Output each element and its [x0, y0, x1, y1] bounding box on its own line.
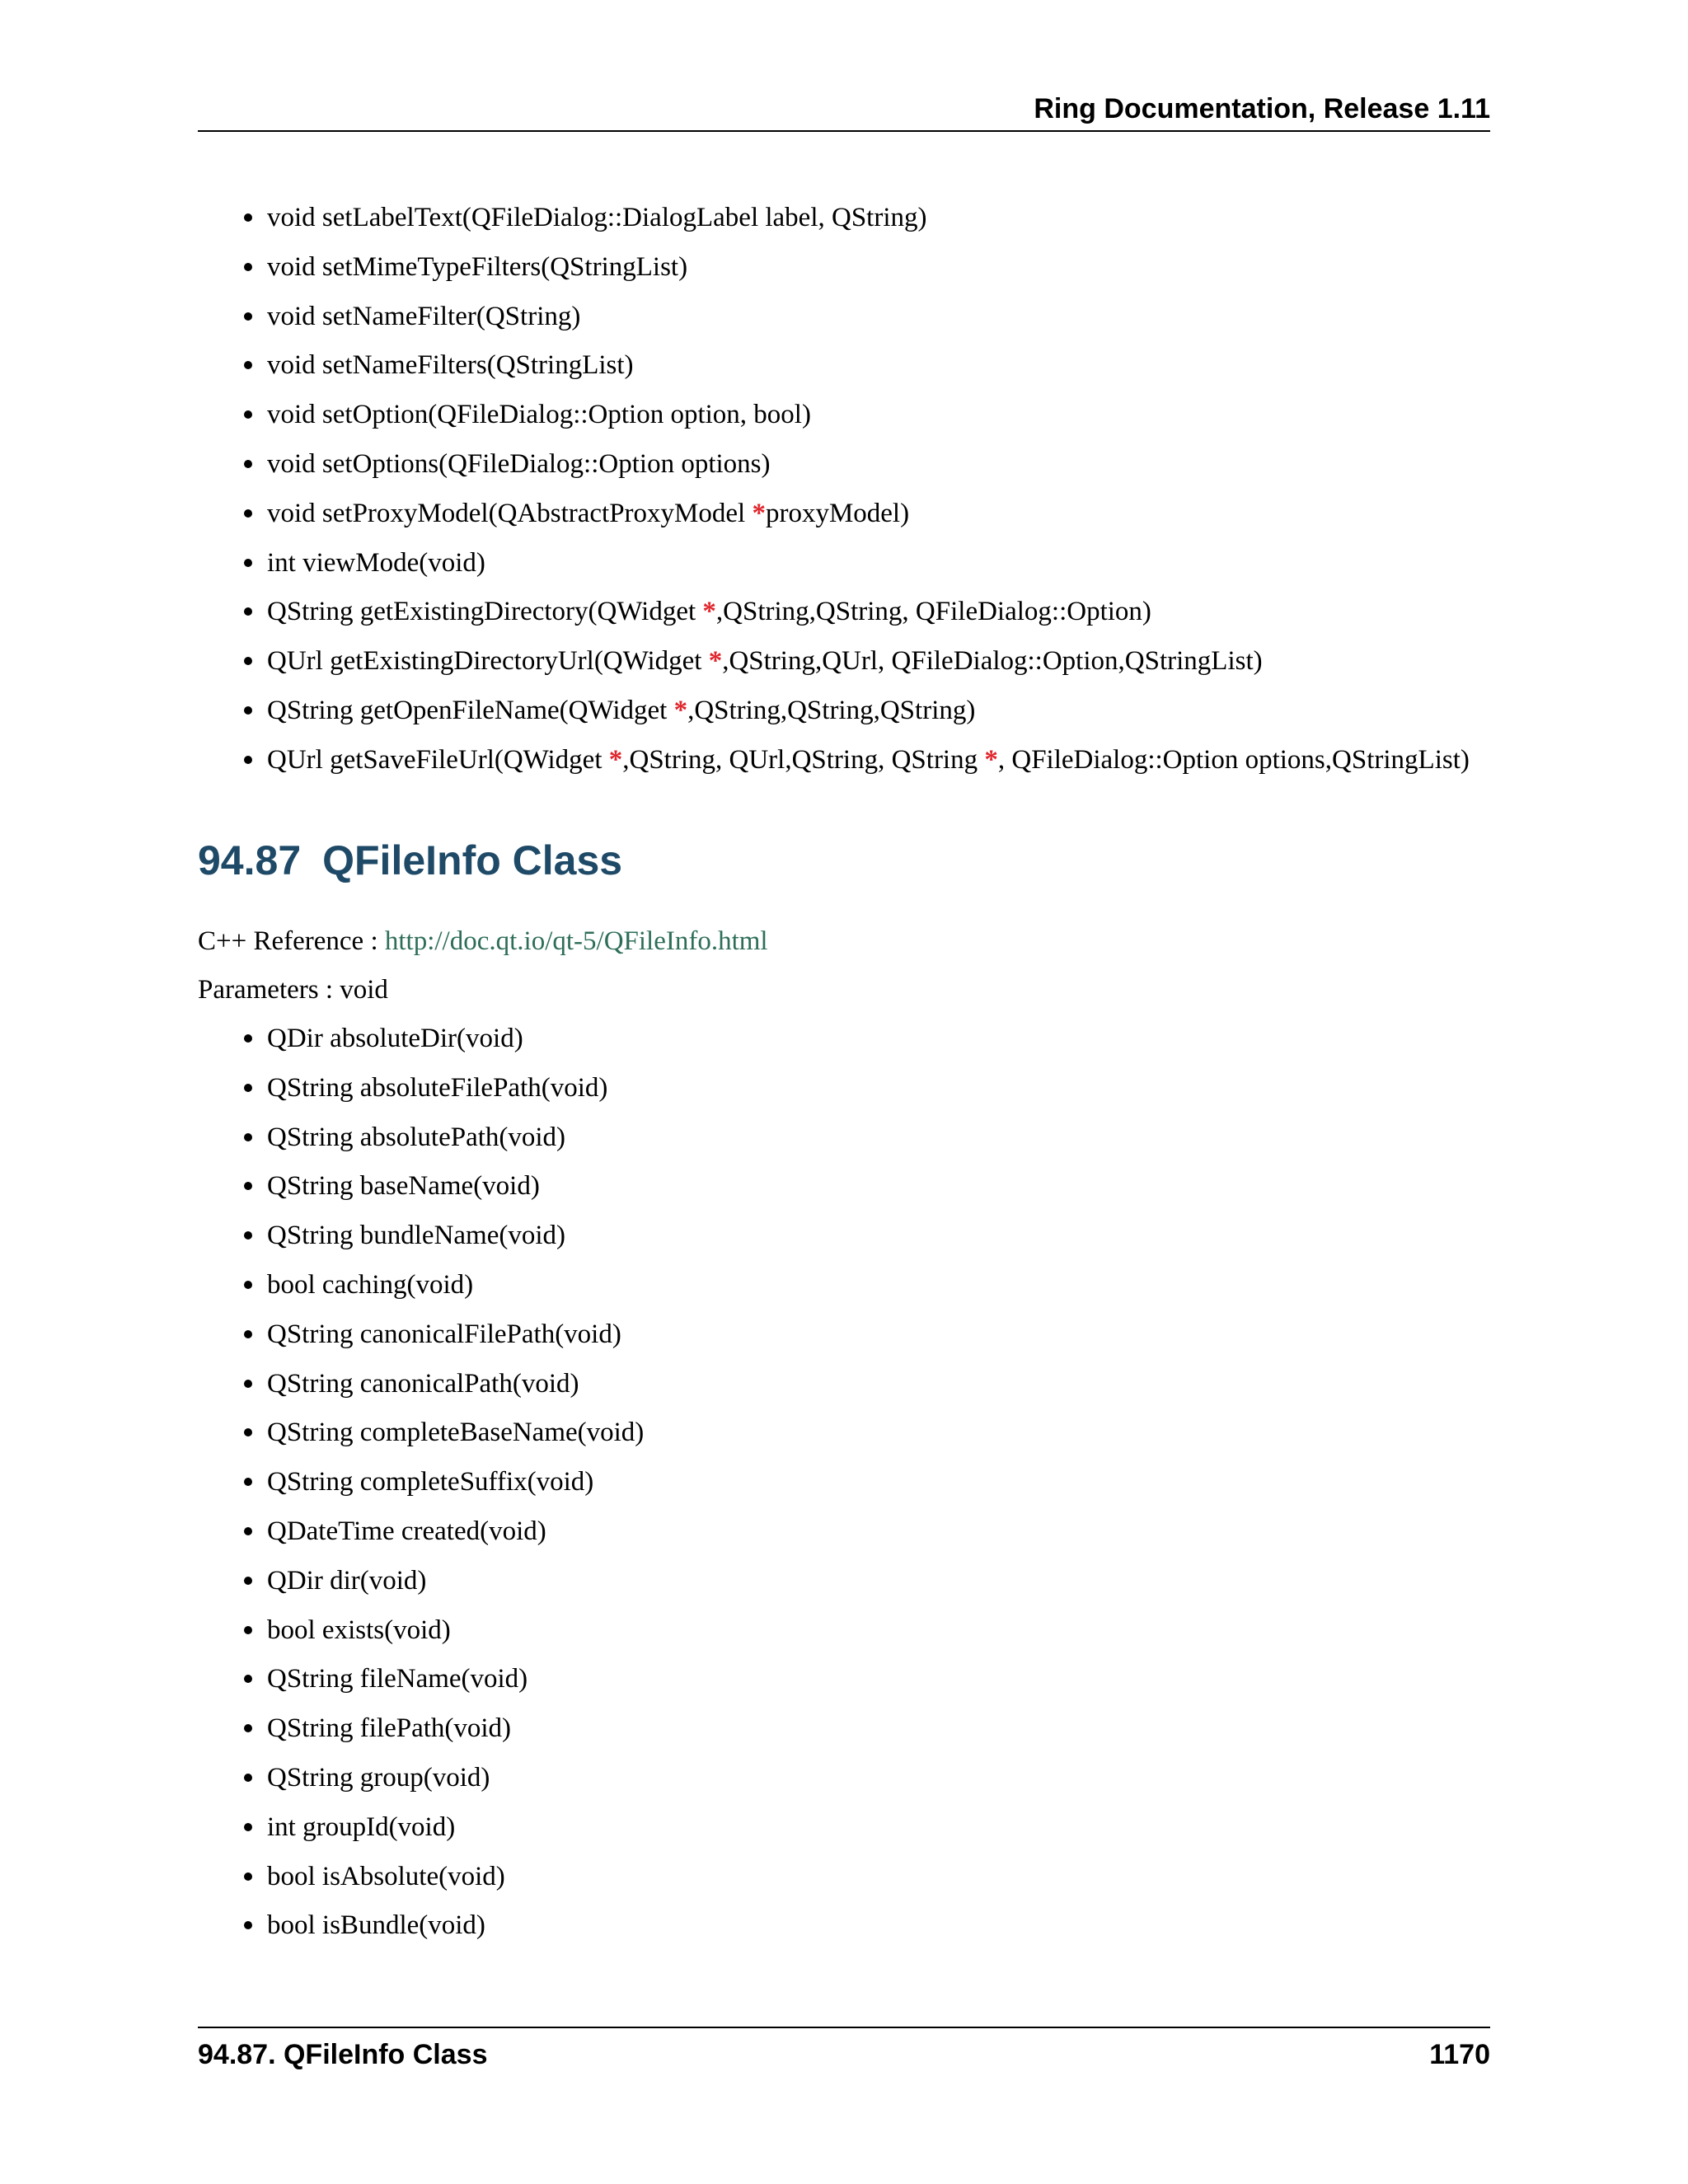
page-number: 1170 [1429, 2039, 1490, 2070]
method-signature [267, 300, 580, 333]
signature-text: QString completeBaseName(void) [267, 1418, 645, 1448]
method-signature [267, 1860, 505, 1893]
bullet-icon [244, 706, 252, 715]
bullet-icon [244, 1872, 252, 1881]
signature-text: void setOptions(QFileDialog::Option options) [267, 449, 771, 479]
document-title: Ring Documentation, Release 1.11 [1034, 93, 1490, 124]
signature-text: QString group(void) [267, 1763, 490, 1793]
method-signature [267, 201, 927, 234]
reference-link[interactable]: http://doc.qt.io/qt-5/QFileInfo.html [384, 926, 768, 956]
signature-text: , QFileDialog::Option options,QStringList) [997, 744, 1470, 775]
bullet-icon [244, 1577, 252, 1585]
signature-text: QString fileName(void) [267, 1664, 528, 1694]
signature-text: QString completeSuffix(void) [267, 1467, 594, 1497]
method-signature [267, 1811, 455, 1844]
method-signature [267, 595, 1151, 628]
bullet-icon [244, 1380, 252, 1388]
method-signature [267, 1268, 473, 1301]
signature-text: void setNameFilter(QString) [267, 301, 581, 331]
bullet-icon [244, 1921, 252, 1929]
bullet-icon [244, 756, 252, 764]
bullet-icon [244, 361, 252, 369]
bullet-icon [244, 410, 252, 419]
signature-text: proxyModel) [765, 498, 910, 528]
bullet-icon [244, 460, 252, 468]
signature-text: QDir dir(void) [267, 1565, 427, 1596]
method-signature [267, 1071, 607, 1104]
signature-text: bool exists(void) [267, 1615, 451, 1645]
signature-text: QDateTime created(void) [267, 1516, 546, 1546]
method-signature [267, 1367, 579, 1400]
signature-text: void setMimeTypeFilters(QStringList) [267, 251, 688, 282]
method-signature [267, 448, 770, 480]
signature-text: int groupId(void) [267, 1811, 456, 1842]
bullet-icon [244, 1675, 252, 1683]
page-header [198, 92, 1490, 132]
method-signature [267, 1614, 451, 1647]
signature-text: bool isBundle(void) [267, 1910, 485, 1941]
method-signature [267, 1416, 644, 1449]
signature-text: QString getOpenFileName(QWidget [267, 696, 674, 725]
signature-text: ,QString,QString, QFileDialog::Option) [715, 597, 1151, 627]
signature-text: QDir absoluteDir(void) [267, 1024, 523, 1053]
bullet-icon [244, 263, 252, 271]
reference-label: C++ Reference : [198, 926, 385, 956]
signature-text: bool isAbsolute(void) [267, 1861, 505, 1891]
section-heading [198, 834, 622, 887]
method-signature [267, 644, 1263, 677]
bullet-icon [244, 509, 252, 518]
method-signature [267, 694, 975, 727]
bullet-icon [244, 1133, 252, 1141]
signature-text: void setProxyModel(QAbstractProxyModel [267, 498, 753, 528]
bullet-icon [244, 1034, 252, 1043]
bullet-icon [244, 1084, 252, 1092]
bullet-icon [244, 213, 252, 222]
bullet-icon [244, 1281, 252, 1289]
signature-text: QString baseName(void) [267, 1171, 540, 1202]
signature-text: void setLabelText(QFileDialog::DialogLabel label, QString) [267, 203, 927, 232]
pointer-asterisk: * [984, 744, 998, 775]
bullet-icon [244, 1231, 252, 1240]
method-signature [267, 251, 687, 284]
bullet-icon [244, 1478, 252, 1486]
bullet-icon [244, 1774, 252, 1782]
method-signature [267, 497, 909, 530]
method-signature [267, 1712, 511, 1745]
method-signature [267, 1121, 565, 1154]
signature-text: QString absolutePath(void) [267, 1122, 566, 1152]
bullet-icon [244, 657, 252, 665]
signature-text: QString filePath(void) [267, 1713, 512, 1744]
bullet-icon [244, 312, 252, 321]
method-signature [267, 1169, 540, 1202]
bullet-icon [244, 1428, 252, 1436]
pointer-asterisk: * [673, 696, 688, 725]
method-signature [267, 398, 811, 431]
bullet-icon [244, 559, 252, 567]
pointer-asterisk: * [702, 597, 716, 627]
signature-text: void setOption(QFileDialog::Option option, bool) [267, 400, 811, 430]
cpp-reference [198, 925, 768, 958]
footer-section-title: 94.87. QFileInfo Class [198, 2039, 488, 2070]
bullet-icon [244, 1626, 252, 1634]
signature-text: int viewMode(void) [267, 547, 485, 578]
method-signature [267, 1564, 426, 1597]
signature-text: ,QString, QUrl,QString, QString [622, 744, 985, 775]
signature-text: QString absoluteFilePath(void) [267, 1072, 608, 1103]
pointer-asterisk: * [608, 744, 623, 775]
signature-text: ,QString,QString,QString) [687, 696, 976, 725]
method-signature [267, 1022, 523, 1055]
bullet-icon [244, 1527, 252, 1535]
method-signature [267, 743, 1470, 776]
signature-text: QString bundleName(void) [267, 1221, 566, 1251]
section-number: 94.87 [198, 837, 302, 883]
method-signature [267, 1318, 621, 1351]
bullet-icon [244, 1823, 252, 1831]
method-signature [267, 546, 485, 579]
signature-text: QString getExistingDirectory(QWidget [267, 597, 703, 627]
bullet-icon [244, 1182, 252, 1190]
method-signature [267, 1662, 528, 1695]
signature-text: QUrl getSaveFileUrl(QWidget [267, 744, 609, 775]
bullet-icon [244, 1724, 252, 1732]
method-signature [267, 1465, 593, 1498]
signature-text: QUrl getExistingDirectoryUrl(QWidget [267, 646, 709, 677]
method-signature [267, 1515, 546, 1548]
signature-text: QString canonicalFilePath(void) [267, 1319, 621, 1349]
section-title: QFileInfo Class [322, 837, 623, 883]
pointer-asterisk: * [708, 646, 723, 677]
signature-text: bool caching(void) [267, 1270, 474, 1300]
signature-text: void setNameFilters(QStringList) [267, 350, 634, 381]
method-signature [267, 1761, 490, 1794]
signature-text: QString canonicalPath(void) [267, 1368, 579, 1399]
bullet-icon [244, 607, 252, 616]
method-signature [267, 1909, 485, 1942]
pointer-asterisk: * [752, 498, 766, 528]
parameters-line: Parameters : void [198, 975, 388, 1005]
page-footer [198, 2027, 1490, 2076]
signature-text: ,QString,QUrl, QFileDialog::Option,QStringList) [722, 646, 1263, 677]
method-signature [267, 1219, 565, 1252]
bullet-icon [244, 1330, 252, 1338]
method-signature [267, 349, 634, 382]
